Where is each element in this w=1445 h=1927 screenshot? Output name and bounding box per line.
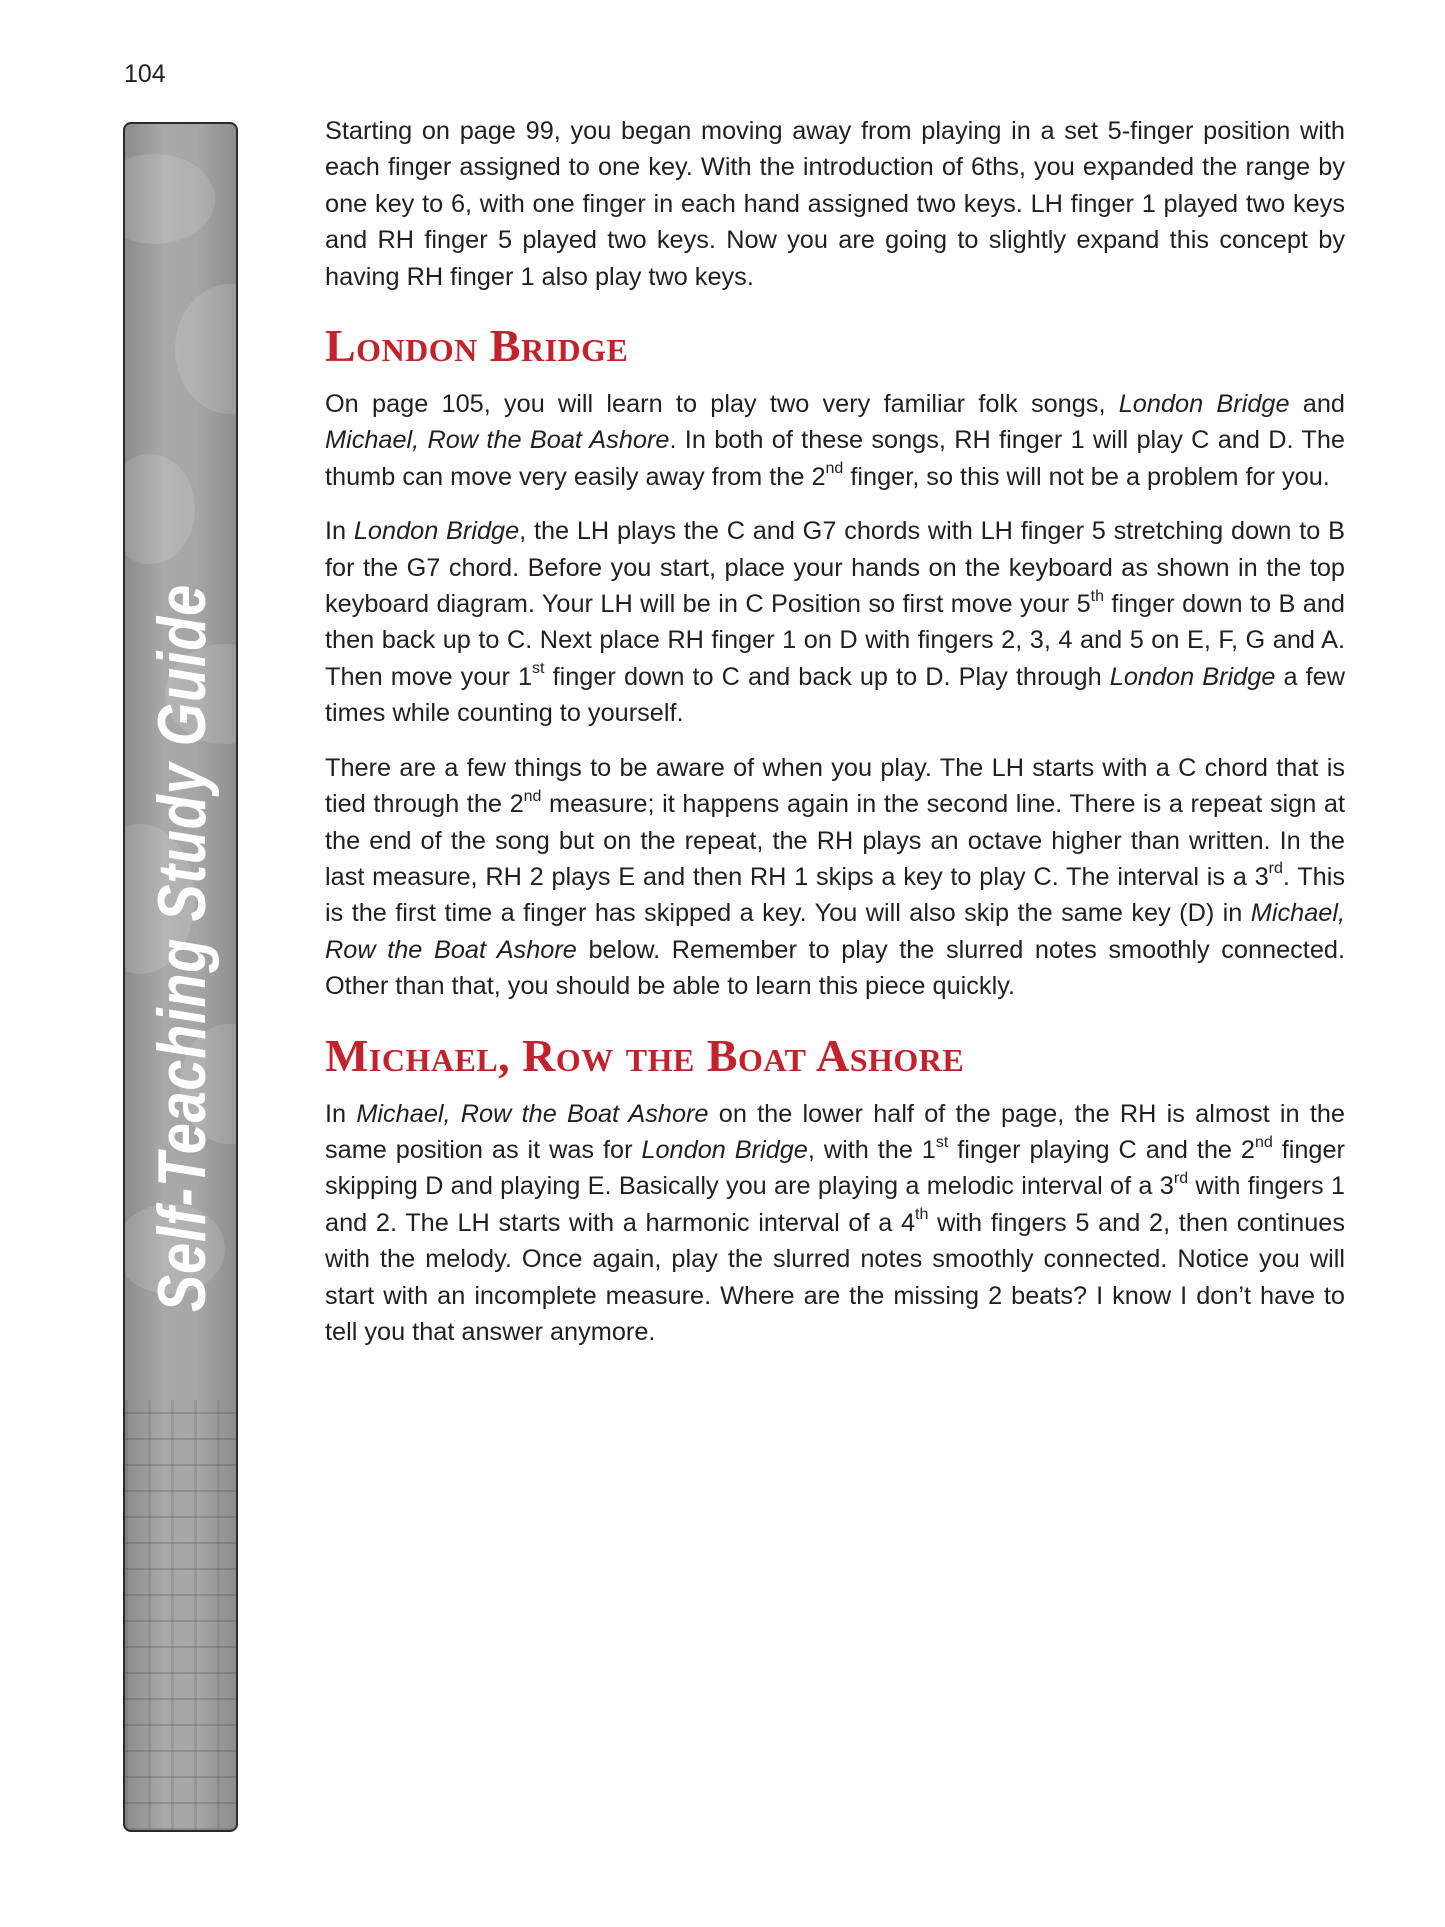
london-bridge-heading: London Bridge <box>325 320 629 372</box>
intro-paragraph: Starting on page 99, you began moving away from playing in a set 5-finger position with each finger assigned to one key. With the introduction of 6ths, you expanded the range by one key to 6, with one finger in each hand assigned two keys. LH finger 1 played two keys and RH finger 5 played two keys. Now you are going to slightly expand this concept by having RH finger 1 also play two keys. <box>325 117 1345 291</box>
london-bridge-paragraph-1: On page 105, you will learn to play two very familiar folk songs, London Bridge and Michael, Row the Boat Ashore. In both of these songs, RH finger 1 will play C and D. The thumb can move very easily away from the 2nd finger, so this will not be a problem for you. <box>325 390 1345 491</box>
sidebar-pattern <box>123 154 215 244</box>
sidebar-pattern <box>175 284 238 414</box>
sidebar-tab <box>123 122 238 1832</box>
sidebar-title: Self-Teaching Study Guide <box>144 584 220 1312</box>
main-content <box>325 113 1345 1368</box>
michael-row-heading: Michael, Row the Boat Ashore <box>325 1029 965 1081</box>
sidebar-pattern <box>123 454 195 564</box>
london-bridge-paragraph-3: There are a few things to be aware of when you play. The LH starts with a C chord that is tied through the 2nd measure; it happens again in the second line. There is a repeat sign at the end of the song but on the repeat, the RH plays an octave higher than written. In the last measure, RH 2 plays E and then RH 1 skips a key to play C. The interval is a 3rd. This is the first time a finger has skipped a key. You will also skip the same key (D) in Michael, Row the Boat Ashore below. Remember to play the slurred notes smoothly connected. Other than that, you should be able to learn this piece quickly. <box>325 753 1346 1001</box>
sidebar-staff-lines <box>125 1400 236 1830</box>
michael-row-paragraph: In Michael, Row the Boat Ashore on the lower half of the page, the RH is almost in the same position as it was for London Bridge, with the 1st finger playing C and the 2nd finger skipping D and playing E. Basically you are playing a melodic interval of a 3rd with fingers 1 and 2. The LH starts with a harmonic interval of a 4th with fingers 5 and 2, then continues with the melody. Once again, play the slurred notes smoothly connected. Notice you will start with an incomplete measure. Where are the missing 2 beats? I know I don’t have to tell you that answer anymore. <box>325 1099 1346 1346</box>
london-bridge-paragraph-2: In London Bridge, the LH plays the C and G7 chords with LH finger 5 stretching down to B for the G7 chord. Before you start, place your hands on the keyboard as shown in the top keyboard diagram. Your LH will be in C Position so first move your 5th finger down to B and then back up to C. Next place RH finger 1 on D with fingers 2, 3, 4 and 5 on E, F, G and A. Then move your 1st finger down to C and back up to D. Play through London Bridge a few times while counting to yourself. <box>325 517 1345 728</box>
page-number: 104 <box>124 60 166 88</box>
